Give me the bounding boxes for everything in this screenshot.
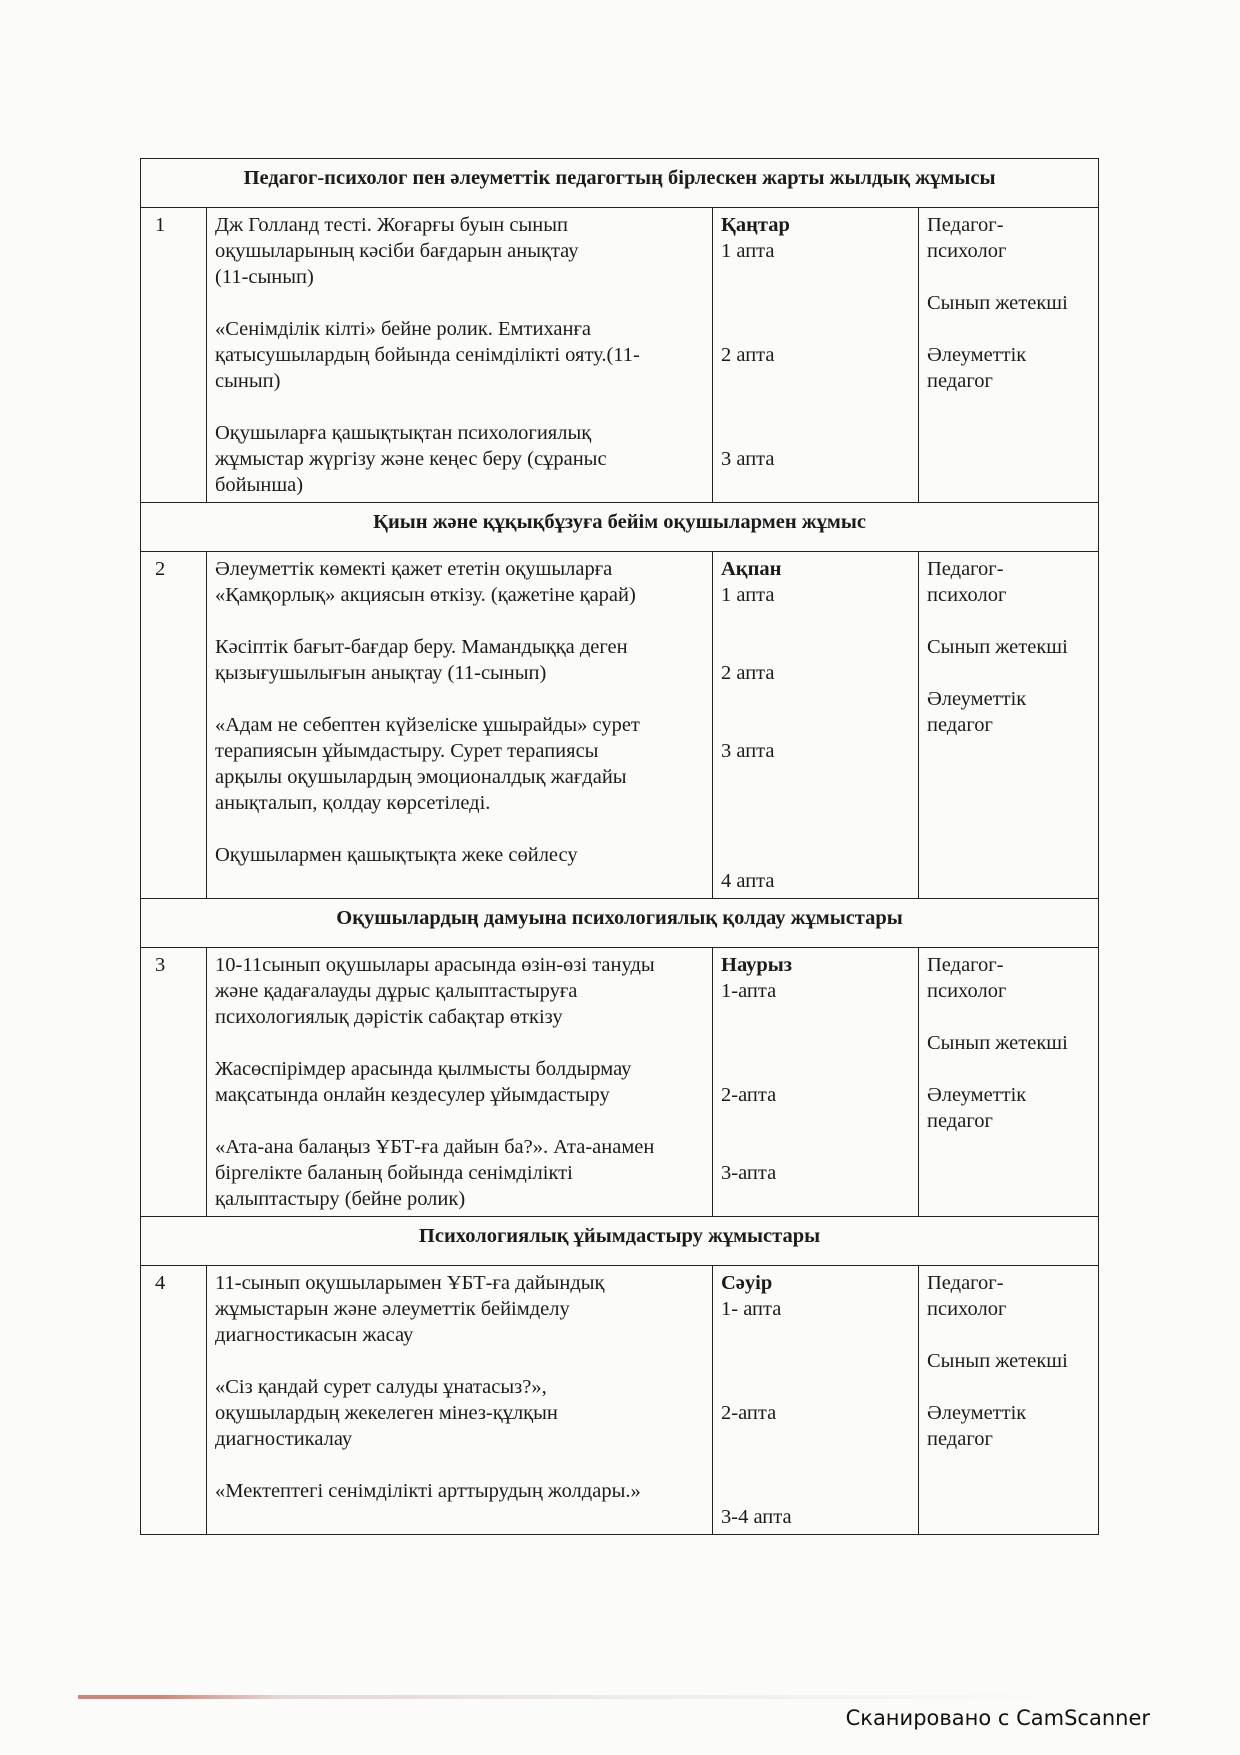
responsible-line: Педагог-	[927, 558, 1004, 580]
activity-line: «Қамқорлық» акциясын өткізу. (қажетіне қарай)	[215, 584, 636, 606]
spacer	[215, 816, 704, 842]
spacer	[215, 1030, 704, 1056]
row-number: 3	[141, 948, 207, 1217]
activity-line: Кәсіптік бағыт-бағдар беру. Мамандыққа деген	[215, 636, 628, 658]
activity-line: жұмыстарын және әлеуметтік бейімделу	[215, 1298, 570, 1320]
activity-line: терапиясын ұйымдастыру. Сурет терапиясы	[215, 740, 599, 762]
spacer	[721, 1322, 910, 1400]
section-content-row	[141, 208, 1099, 503]
responsible-line: Әлеуметтік	[927, 344, 1027, 366]
activity-line: қатысушылардың бойында сенімділікті ояту.(11-	[215, 344, 640, 366]
activity-line: диагностикалау	[215, 1428, 353, 1450]
section-content-row	[141, 948, 1099, 1217]
responsible-line: педагог	[927, 1428, 993, 1450]
responsible-line: психолог	[927, 1298, 1007, 1320]
responsible-line: Педагог-	[927, 1272, 1004, 1294]
responsible-line: педагог	[927, 714, 993, 736]
activity-line: психологиялық дәрістік сабақтар өткізу	[215, 1006, 563, 1028]
activity-line: Оқушыларға қашықтықтан психологиялық	[215, 422, 592, 444]
activity-line: «Адам не себептен күйзеліске ұшырайды» сурет	[215, 714, 640, 736]
row-number: 2	[141, 552, 207, 899]
activity-line: оқушыларының кәсіби бағдарын анықтау	[215, 240, 579, 262]
activity-line: Әлеуметтік көмекті қажет ететін оқушыларға	[215, 558, 613, 580]
responsible-line: психолог	[927, 584, 1007, 606]
spacer	[721, 764, 910, 868]
responsible-line: Әлеуметтік	[927, 1084, 1027, 1106]
spacer	[215, 608, 704, 634]
activity-descriptions	[207, 948, 713, 1217]
responsible-line: Сынып жетекші	[927, 292, 1068, 314]
week-label: 3-апта	[721, 1162, 777, 1184]
responsible-line: Педагог-	[927, 954, 1004, 976]
activity-line: «Мектептегі сенімділікті арттырудың жолдары.»	[215, 1480, 641, 1502]
spacer	[721, 368, 910, 446]
spacer	[721, 1108, 910, 1160]
responsible-line	[927, 316, 1090, 342]
responsible-line: Әлеуметтік	[927, 688, 1027, 710]
activity-line: «Ата-ана балаңыз ҰБТ-ға дайын ба?». Ата-анамен	[215, 1136, 655, 1158]
activity-line: Жасөспірімдер арасында қылмысты болдырмау	[215, 1058, 632, 1080]
section-header-row	[141, 159, 1099, 208]
responsible-line: педагог	[927, 370, 993, 392]
spacer	[721, 264, 910, 342]
spacer	[721, 608, 910, 660]
responsible-persons	[919, 948, 1099, 1217]
week-label: 2 апта	[721, 662, 775, 684]
section-title: Психологиялық ұйымдастыру жұмыстары	[141, 1217, 1099, 1266]
activity-line: арқылы оқушылардың эмоционалдық жағдайы	[215, 766, 627, 788]
section-content-row	[141, 552, 1099, 899]
section-content-row	[141, 1266, 1099, 1535]
responsible-line: Педагог-	[927, 214, 1004, 236]
responsible-line	[927, 1004, 1090, 1030]
week-label: 1-апта	[721, 980, 777, 1002]
schedule-column	[713, 552, 919, 899]
activity-line: Оқушылармен қашықтықта жеке сөйлесу	[215, 844, 578, 866]
spacer	[215, 686, 704, 712]
week-label: 2-апта	[721, 1402, 777, 1424]
month-label: Ақпан	[721, 558, 782, 580]
activity-line: «Сіз қандай сурет салуды ұнатасыз?»,	[215, 1376, 547, 1398]
spacer	[215, 1108, 704, 1134]
month-label: Сәуір	[721, 1272, 773, 1294]
section-header-row	[141, 503, 1099, 552]
section-title: Педагог-психолог пен әлеуметтік педагогтың бірлескен жарты жылдық жұмысы	[141, 159, 1099, 208]
week-label: 1 апта	[721, 240, 775, 262]
activity-line: бойынша)	[215, 474, 304, 496]
responsible-line: педагог	[927, 1110, 993, 1132]
responsible-line	[927, 1056, 1090, 1082]
camscanner-watermark: Сканировано с CamScanner	[845, 1706, 1150, 1730]
responsible-line: Әлеуметтік	[927, 1402, 1027, 1424]
section-title: Қиын және құқықбұзуға бейім оқушылармен жұмыс	[141, 503, 1099, 552]
responsible-line: Сынып жетекші	[927, 1032, 1068, 1054]
responsible-line	[927, 660, 1090, 686]
activity-line: біргелікте баланың бойында сенімділікті	[215, 1162, 573, 1184]
month-label: Наурыз	[721, 954, 793, 976]
activity-line: және қадағалауды дұрыс қалыптастыруға	[215, 980, 578, 1002]
schedule-column	[713, 948, 919, 1217]
responsible-line	[927, 608, 1090, 634]
section-header-row	[141, 899, 1099, 948]
spacer	[721, 686, 910, 738]
spacer	[215, 394, 704, 420]
activity-line: қалыптастыру (бейне ролик)	[215, 1188, 466, 1210]
activity-line: анықталып, қолдау көрсетіледі.	[215, 792, 491, 814]
responsible-line: Сынып жетекші	[927, 636, 1068, 658]
responsible-persons	[919, 1266, 1099, 1535]
activity-line: Дж Голланд тесті. Жоғарғы буын сынып	[215, 214, 568, 236]
week-label: 3-4 апта	[721, 1506, 792, 1528]
schedule-column	[713, 1266, 919, 1535]
activity-line: диагностикасын жасау	[215, 1324, 414, 1346]
scan-edge-artifact	[78, 1695, 1078, 1699]
activity-line: «Сенімділік кілті» бейне ролик. Емтиханға	[215, 318, 592, 340]
spacer	[215, 290, 704, 316]
activity-descriptions	[207, 1266, 713, 1535]
week-label: 3 апта	[721, 740, 775, 762]
responsible-line: психолог	[927, 980, 1007, 1002]
responsible-persons	[919, 208, 1099, 503]
spacer	[721, 1426, 910, 1504]
responsible-line	[927, 264, 1090, 290]
activity-descriptions	[207, 552, 713, 899]
activity-line: 11-сынып оқушыларымен ҰБТ-ға дайындық	[215, 1272, 605, 1294]
week-label: 1 апта	[721, 584, 775, 606]
responsible-line	[927, 1374, 1090, 1400]
activity-line: оқушылардың жекелеген мінез-құлқын	[215, 1402, 558, 1424]
activity-descriptions	[207, 208, 713, 503]
responsible-line: Сынып жетекші	[927, 1350, 1068, 1372]
activity-line: жұмыстар жүргізу және кеңес беру (сұраныс	[215, 448, 607, 470]
section-title: Оқушылардың дамуына психологиялық қолдау жұмыстары	[141, 899, 1099, 948]
week-label: 3 апта	[721, 448, 775, 470]
row-number: 1	[141, 208, 207, 503]
spacer	[215, 1452, 704, 1478]
responsible-line	[927, 1322, 1090, 1348]
spacer	[215, 1348, 704, 1374]
responsible-line: психолог	[927, 240, 1007, 262]
week-label: 2-апта	[721, 1084, 777, 1106]
activity-line: мақсатында онлайн кездесулер ұйымдастыру	[215, 1084, 610, 1106]
activity-line: 10-11сынып оқушылары арасында өзін-өзі тануды	[215, 954, 655, 976]
week-label: 4 апта	[721, 870, 775, 892]
schedule-column	[713, 208, 919, 503]
spacer	[721, 1004, 910, 1082]
activity-line: қызығушылығын анықтау (11-сынып)	[215, 662, 547, 684]
week-label: 2 апта	[721, 344, 775, 366]
section-header-row	[141, 1217, 1099, 1266]
month-label: Қаңтар	[721, 214, 790, 236]
activity-line: (11-сынып)	[215, 266, 314, 288]
work-plan-table	[140, 158, 1099, 1535]
responsible-persons	[919, 552, 1099, 899]
activity-line: сынып)	[215, 370, 281, 392]
week-label: 1- апта	[721, 1298, 782, 1320]
row-number: 4	[141, 1266, 207, 1535]
